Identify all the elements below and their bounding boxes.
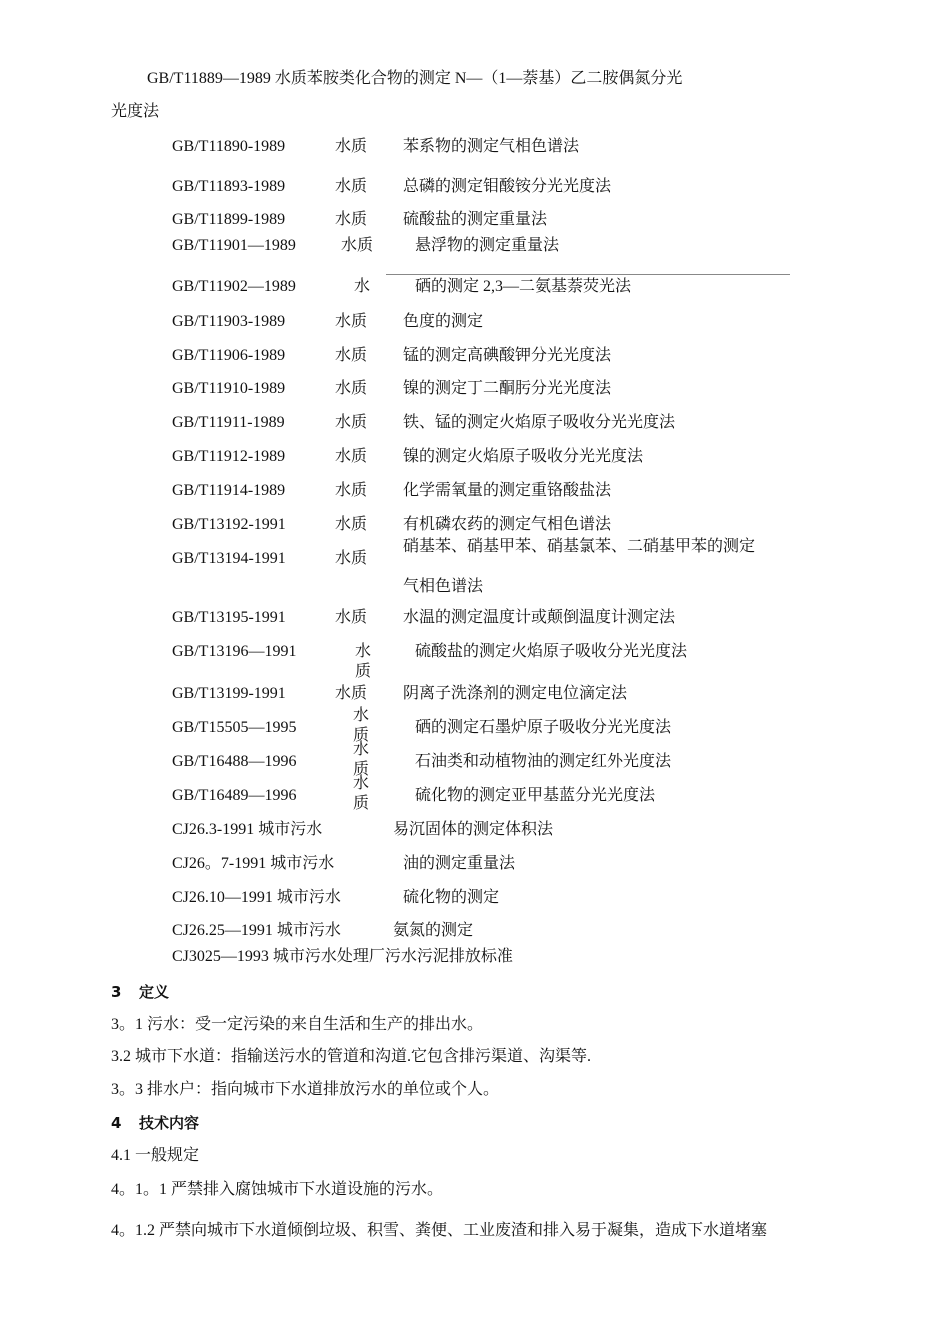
cj-code: CJ26。7-1991 城市污水 — [172, 855, 335, 872]
standard-code: GB/T11890-1989 — [172, 138, 286, 155]
rule-item: 4。1。1 严禁排入腐蚀城市下水道设施的污水。 — [111, 1181, 444, 1198]
standard-category: 水质 — [335, 380, 368, 397]
standard-category: 水质 — [335, 178, 368, 195]
standard-code: GB/T13199-1991 — [172, 685, 286, 702]
cj-code: CJ26.10—1991 城市污水 — [172, 889, 341, 906]
standard-code: GB/T11893-1989 — [172, 178, 286, 195]
section-number: 3 — [111, 983, 122, 1001]
intro-line-1: GB/T11889—1989 水质苯胺类化合物的测定 N—（1—萘基）乙二胺偶氮分光 — [147, 70, 683, 87]
standard-title: 化学需氧量的测定重铬酸盐法 — [403, 482, 612, 499]
section-number: 4 — [111, 1114, 122, 1132]
standard-category: 水 — [354, 278, 371, 295]
standard-category: 水质 — [335, 482, 368, 499]
intro-line-2: 光度法 — [111, 103, 160, 120]
standard-title: 水温的测定温度计或颠倒温度计测定法 — [403, 609, 676, 626]
cj-title: 油的测定重量法 — [403, 855, 516, 872]
standard-code: GB/T11906-1989 — [172, 347, 286, 364]
standard-category: 水质 — [353, 775, 370, 812]
standard-code: GB/T13196—1991 — [172, 643, 297, 660]
standard-title: 锰的测定高碘酸钾分光光度法 — [403, 347, 612, 364]
standard-category: 水质 — [335, 313, 368, 330]
standard-title: 硝基苯、硝基甲苯、硝基氯苯、二硝基甲苯的测定 — [403, 538, 756, 555]
definition-item: 3。3 排水户：指向城市下水道排放污水的单位或个人。 — [111, 1081, 500, 1098]
cj-code: CJ3025—1993 城市污水处理厂污水污泥排放标准 — [172, 948, 513, 965]
standard-title: 苯系物的测定气相色谱法 — [403, 138, 580, 155]
standard-category: 水质 — [335, 609, 368, 626]
standard-category: 水质 — [353, 741, 370, 778]
standard-category: 水质 — [335, 414, 368, 431]
definition-item: 3.2 城市下水道：指输送污水的管道和沟道.它包含排污渠道、沟渠等. — [111, 1048, 592, 1065]
standard-title: 阴离子洗涤剂的测定电位滴定法 — [403, 685, 628, 702]
standard-code: GB/T13195-1991 — [172, 609, 286, 626]
standard-category: 水质 — [335, 448, 368, 465]
standard-code: GB/T16488—1996 — [172, 753, 297, 770]
standard-code: GB/T13194-1991 — [172, 550, 286, 567]
cj-title: 氨氮的测定 — [393, 922, 474, 939]
standard-category: 水质 — [335, 516, 368, 533]
subsection-heading: 4.1 一般规定 — [111, 1147, 200, 1164]
standard-title-continued: 气相色谱法 — [403, 578, 484, 595]
standard-category: 水质 — [355, 643, 372, 680]
standard-code: GB/T15505—1995 — [172, 719, 297, 736]
standard-category: 水质 — [335, 211, 368, 228]
standard-category: 水质 — [335, 685, 368, 702]
standard-code: GB/T13192-1991 — [172, 516, 286, 533]
standard-title: 有机磷农药的测定气相色谱法 — [403, 516, 612, 533]
cj-title: 易沉固体的测定体积法 — [393, 821, 554, 838]
standard-title: 硒的测定石墨炉原子吸收分光光度法 — [415, 719, 672, 736]
standard-title: 硫酸盐的测定火焰原子吸收分光光度法 — [415, 643, 688, 660]
cj-code: CJ26.3-1991 城市污水 — [172, 821, 323, 838]
standard-code: GB/T11899-1989 — [172, 211, 286, 228]
definition-item: 3。1 污水：受一定污染的来自生活和生产的排出水。 — [111, 1016, 484, 1033]
standard-code: GB/T11911-1989 — [172, 414, 285, 431]
standard-title: 镍的测定丁二酮肟分光光度法 — [403, 380, 612, 397]
standard-title: 悬浮物的测定重量法 — [415, 237, 560, 254]
standard-code: GB/T11910-1989 — [172, 380, 286, 397]
standard-title: 镍的测定火焰原子吸收分光光度法 — [403, 448, 644, 465]
standard-title: 硫化物的测定亚甲基蓝分光光度法 — [415, 787, 656, 804]
standard-title: 石油类和动植物油的测定红外光度法 — [415, 753, 672, 770]
horizontal-rule — [386, 274, 790, 275]
section-heading: 定义 — [139, 983, 170, 1001]
standard-title: 色度的测定 — [403, 313, 484, 330]
standard-category: 水质 — [335, 138, 368, 155]
standard-category: 水质 — [335, 347, 368, 364]
standard-code: GB/T11902—1989 — [172, 278, 296, 295]
standard-category: 水质 — [340, 237, 373, 254]
standard-code: GB/T11901—1989 — [172, 237, 296, 254]
standard-category: 水质 — [353, 707, 370, 744]
standard-code: GB/T11914-1989 — [172, 482, 286, 499]
standard-code: GB/T16489—1996 — [172, 787, 297, 804]
standard-title: 硫酸盐的测定重量法 — [403, 211, 548, 228]
standard-title: 铁、锰的测定火焰原子吸收分光光度法 — [403, 414, 676, 431]
rule-item: 4。1.2 严禁向城市下水道倾倒垃圾、积雪、粪便、工业废渣和排入易于凝集，造成下水道堵塞 — [111, 1222, 768, 1239]
standard-category: 水质 — [335, 550, 368, 567]
standard-title: 硒的测定 2,3—二氨基萘荧光法 — [415, 278, 632, 295]
cj-title: 硫化物的测定 — [403, 889, 500, 906]
standard-title: 总磷的测定钼酸铵分光光度法 — [403, 178, 612, 195]
section-heading: 技术内容 — [139, 1114, 200, 1132]
standard-code: GB/T11912-1989 — [172, 448, 286, 465]
cj-code: CJ26.25—1991 城市污水 — [172, 922, 341, 939]
standard-code: GB/T11903-1989 — [172, 313, 286, 330]
